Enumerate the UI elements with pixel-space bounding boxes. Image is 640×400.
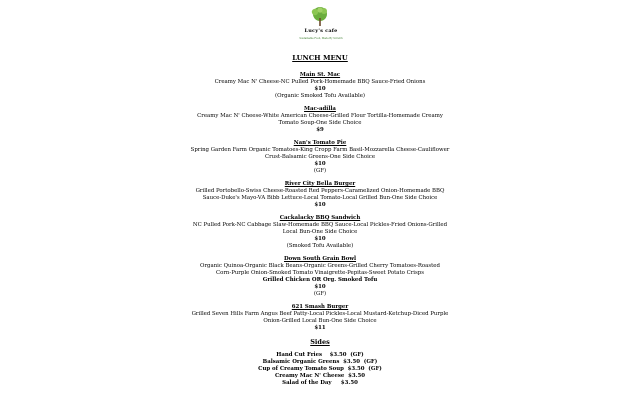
item-name: Cackalacky BBQ Sandwich	[279, 215, 361, 221]
item-name: Down South Grain Bowl	[283, 256, 357, 262]
sides-list	[0, 352, 640, 387]
cafe-logo	[300, 6, 342, 42]
item-description: Local Bun-One Side Choice	[282, 229, 358, 235]
item-price: $10	[314, 284, 326, 290]
logo-tagline: Sustainable Food, Made By Scratch	[299, 37, 343, 40]
item-note: (Organic Smoked Tofu Available)	[274, 93, 366, 99]
item-description: Creamy Mac N' Cheese-White American Cheese-Grilled Flour Tortilla-Homemade Creamy	[197, 113, 443, 119]
menu-item	[0, 215, 640, 250]
item-note: (GF)	[313, 168, 327, 174]
item-name: Mac-adilla	[304, 106, 336, 112]
item-description: NC Pulled Pork-NC Cabbage Slaw-Homemade BBQ Sauce-Local Pickles-Fried Onions-Grilled	[192, 222, 448, 228]
sides-heading: Sides	[310, 338, 330, 346]
item-description: Corn-Purple Onion-Smoked Tomato Vinaigrette-Pepitas-Sweet Potato Crisps	[215, 270, 425, 276]
menu-items	[0, 72, 640, 332]
menu-item	[0, 140, 640, 175]
item-description: Spring Garden Farm Organic Tomatoes-King Cropp Farm Basil-Mozzarella Cheese-Cauliflower	[190, 147, 450, 153]
item-description: Creamy Mac N' Cheese-NC Pulled Pork-Homemade BBQ Sauce-Fried Onions	[214, 79, 426, 85]
item-note: (Smoked Tofu Available)	[286, 243, 354, 249]
item-note: (GF)	[313, 291, 327, 297]
tree-logo-icon	[309, 6, 331, 28]
item-description: Sauce-Duke's Mayo-VA Bibb Lettuce-Local Tomato-Local Grilled Bun-One Side Choice	[202, 195, 438, 201]
item-description: Grilled Seven Hills Farm Angus Beef Patty-Local Pickles-Local Mustard-Ketchup-Diced Purple	[191, 311, 449, 317]
item-name: Main St. Mac	[299, 72, 341, 78]
side-item: Cup of Creamy Tomato Soup $3.50 (GF)	[258, 366, 382, 372]
menu-item	[0, 72, 640, 100]
side-item: Hand Cut Fries $3.50 (GF)	[276, 352, 364, 358]
menu-item	[0, 181, 640, 209]
item-price: $9	[316, 127, 324, 133]
item-description: Organic Quinoa-Organic Black Beans-Organic Greens-Grilled Cherry Tomatoes-Roasted	[200, 263, 440, 269]
lunch-menu	[0, 54, 640, 387]
item-description: Crust-Balsamic Greens-One Side Choice	[264, 154, 376, 160]
item-price: $10	[314, 202, 326, 208]
menu-item	[0, 256, 640, 298]
menu-item	[0, 106, 640, 134]
item-price: $10	[314, 161, 326, 167]
item-description: Onion-Grilled Local Bun-One Side Choice	[263, 318, 377, 324]
item-name: Nan's Tomato Pie	[293, 140, 347, 146]
side-item: Balsamic Organic Greens $3.50 (GF)	[262, 359, 378, 365]
item-description: Grilled Portobello-Swiss Cheese-Roasted Red Peppers-Caramelized Onion-Homemade BBQ	[195, 188, 445, 194]
item-option: Grilled Chicken OR Org. Smoked Tofu	[262, 277, 378, 283]
item-price: $11	[314, 325, 326, 331]
menu-item	[0, 304, 640, 332]
side-item: Creamy Mac N' Cheese $3.50	[274, 373, 365, 379]
item-description: Tomato Soup-One Side Choice	[278, 120, 362, 126]
logo-wordmark: Lucy's cafe	[304, 28, 338, 34]
item-price: $10	[314, 236, 326, 242]
item-price: $10	[314, 86, 326, 92]
side-item: Salad of the Day $3.50	[282, 380, 358, 386]
item-name: River City Bella Burger	[284, 181, 356, 187]
item-name: 621 Smash Burger	[291, 304, 349, 310]
menu-heading: LUNCH MENU	[292, 54, 348, 62]
